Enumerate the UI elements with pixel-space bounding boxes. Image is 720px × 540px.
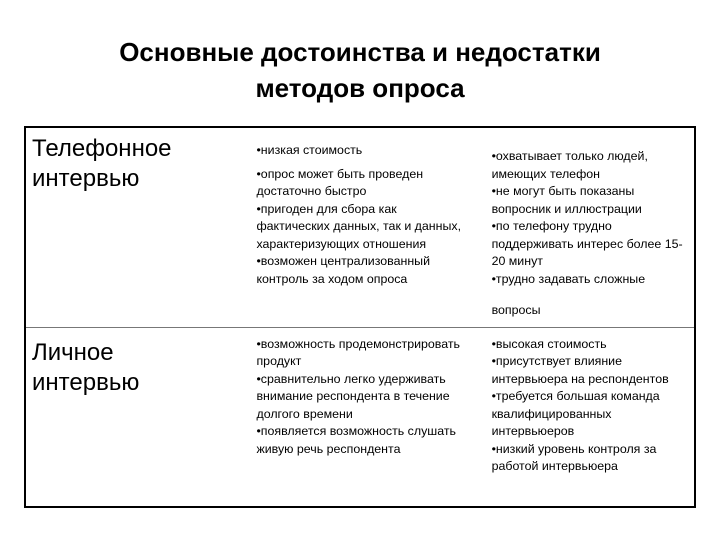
slide-title-line-2: методов опроса (255, 73, 465, 103)
advantage-item: •сравнительно легко удерживать внимание респондента в течение долгого времени (256, 371, 450, 421)
disadvantage-item: •охватывает только людей, имеющих телефон (491, 149, 648, 181)
advantage-item: •появляется возможность слушать живую речь респондента (256, 424, 456, 456)
advantage-item: •низкая стоимость (256, 143, 363, 157)
method-cell-personal (25, 327, 218, 507)
advantage-item: •возможность продемонстрировать продукт (256, 336, 460, 368)
table-row-telephone (25, 127, 695, 327)
disadvantage-item: •требуется большая команда квалифицированных интервьюеров (491, 389, 660, 438)
method-name-line-2: интервью (32, 165, 140, 192)
disadvantage-item: •не могут быть показаны вопросник и иллюстрации (491, 184, 642, 216)
method-name-line-2: интервью (32, 368, 140, 396)
slide-title (0, 34, 720, 106)
method-cell-telephone (25, 127, 218, 327)
comparison-table (24, 126, 696, 508)
advantage-item: •возможен централизованный контроль за ходом опроса (256, 254, 430, 286)
table-row-personal (25, 327, 695, 507)
disadvantage-item: •по телефону трудно поддерживать интерес более 15-20 минут (491, 219, 683, 268)
disadvantage-item: •присутствует влияние интервьюера на респондентов (491, 354, 669, 386)
advantage-item: •пригоден для сбора как фактических данных, так и данных, характеризующих отношения (256, 201, 462, 251)
slide-title-line-1: Основные достоинства и недостатки (119, 37, 601, 67)
disadvantage-item: •трудно задавать сложные (491, 271, 646, 286)
disadvantages-cell-personal (478, 327, 695, 507)
disadvantage-item-continuation: вопросы (491, 303, 541, 317)
disadvantages-cell-telephone (478, 127, 695, 327)
advantages-cell-personal (218, 327, 477, 507)
advantages-cell-telephone (218, 127, 477, 327)
advantage-item: •опрос может быть проведен достаточно быстро (256, 166, 424, 198)
disadvantage-item: •низкий уровень контроля за работой интервьюера (491, 441, 657, 473)
method-name-line-1: Личное (32, 338, 114, 366)
method-name-line-1: Телефонное (32, 135, 172, 162)
disadvantage-item: •высокая стоимость (491, 336, 607, 351)
